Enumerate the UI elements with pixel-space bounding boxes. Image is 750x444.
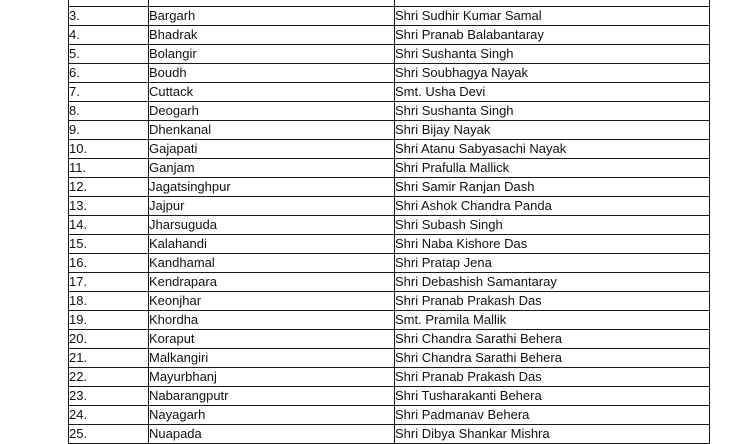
serial-number-cell: 22. <box>69 367 149 386</box>
district-cell: Bolangir <box>149 44 395 63</box>
serial-number-cell: 10. <box>69 139 149 158</box>
district-cell: Ganjam <box>149 158 395 177</box>
serial-number-cell: 14. <box>69 215 149 234</box>
name-cell: Shri Tusharakanti Behera <box>395 386 710 405</box>
name-cell: Shri Soubhagya Nayak <box>395 63 710 82</box>
name-cell: Shri Sushanta Singh <box>395 44 710 63</box>
table-row <box>69 139 710 158</box>
serial-number-cell: 7. <box>69 82 149 101</box>
table-row <box>69 196 710 215</box>
district-cell: Malkangiri <box>149 348 395 367</box>
district-cell: Khordha <box>149 310 395 329</box>
table-row <box>69 6 710 25</box>
serial-number-cell: 15. <box>69 234 149 253</box>
district-cell: Koraput <box>149 329 395 348</box>
district-cell: Gajapati <box>149 139 395 158</box>
name-cell: Shri Ashok Chandra Panda <box>395 196 710 215</box>
table-row <box>69 82 710 101</box>
serial-number-cell: 21. <box>69 348 149 367</box>
name-cell: Shri Naba Kishore Das <box>395 234 710 253</box>
district-cell: Nuapada <box>149 424 395 443</box>
name-cell: Shri Pranab Prakash Das <box>395 291 710 310</box>
name-cell: Shri Chandra Sarathi Behera <box>395 348 710 367</box>
serial-number-cell: 8. <box>69 101 149 120</box>
serial-number-cell: 23. <box>69 386 149 405</box>
name-cell: Shri Chandra Sarathi Behera <box>395 329 710 348</box>
name-cell: Shri Atanu Sabyasachi Nayak <box>395 139 710 158</box>
table-row <box>69 234 710 253</box>
district-cell: Dhenkanal <box>149 120 395 139</box>
serial-number-cell: 5. <box>69 44 149 63</box>
serial-number-cell: 17. <box>69 272 149 291</box>
name-cell: Smt. Usha Devi <box>395 82 710 101</box>
name-cell: Shri Bijay Nayak <box>395 120 710 139</box>
serial-number-cell: 9. <box>69 120 149 139</box>
district-cell: Kendrapara <box>149 272 395 291</box>
serial-number-cell: 19. <box>69 310 149 329</box>
district-cell: Bargarh <box>149 6 395 25</box>
name-cell: Shri Sushanta Singh <box>395 101 710 120</box>
district-cell: Boudh <box>149 63 395 82</box>
serial-number-cell: 3. <box>69 6 149 25</box>
name-cell: Shri Pranab Balabantaray <box>395 25 710 44</box>
district-cell: Nayagarh <box>149 405 395 424</box>
table-row <box>69 424 710 443</box>
table-row <box>69 405 710 424</box>
table-row <box>69 177 710 196</box>
serial-number-cell: 25. <box>69 424 149 443</box>
name-cell: Shri Pratap Jena <box>395 253 710 272</box>
district-cell: Keonjhar <box>149 291 395 310</box>
table-row <box>69 25 710 44</box>
name-cell: Shri Subash Singh <box>395 215 710 234</box>
table-row <box>69 329 710 348</box>
district-cell: Kandhamal <box>149 253 395 272</box>
table-row <box>69 101 710 120</box>
table-row <box>69 310 710 329</box>
district-cell: Kalahandi <box>149 234 395 253</box>
district-cell: Bhadrak <box>149 25 395 44</box>
serial-number-cell: 18. <box>69 291 149 310</box>
serial-number-cell: 4. <box>69 25 149 44</box>
table-row <box>69 291 710 310</box>
serial-number-cell: 16. <box>69 253 149 272</box>
district-cell: Mayurbhanj <box>149 367 395 386</box>
name-cell: Shri Sudhir Kumar Samal <box>395 6 710 25</box>
name-cell: Smt. Pramila Mallik <box>395 310 710 329</box>
serial-number-cell: 13. <box>69 196 149 215</box>
table-row <box>69 367 710 386</box>
name-cell: Shri Samir Ranjan Dash <box>395 177 710 196</box>
table-row <box>69 63 710 82</box>
name-cell: Shri Padmanav Behera <box>395 405 710 424</box>
serial-number-cell: 20. <box>69 329 149 348</box>
serial-number-cell: 24. <box>69 405 149 424</box>
table-row <box>69 386 710 405</box>
district-cell: Jagatsinghpur <box>149 177 395 196</box>
district-observer-table <box>68 0 710 444</box>
table-row <box>69 348 710 367</box>
name-cell: Shri Dibya Shankar Mishra <box>395 424 710 443</box>
table-body <box>69 0 710 443</box>
serial-number-cell: 6. <box>69 63 149 82</box>
serial-number-cell: 12. <box>69 177 149 196</box>
table-row <box>69 272 710 291</box>
district-cell: Jajpur <box>149 196 395 215</box>
table-row <box>69 215 710 234</box>
district-cell: Deogarh <box>149 101 395 120</box>
table-row <box>69 120 710 139</box>
table-row <box>69 158 710 177</box>
serial-number-cell: 11. <box>69 158 149 177</box>
name-cell: Shri Prafulla Mallick <box>395 158 710 177</box>
district-cell: Jharsuguda <box>149 215 395 234</box>
table-row <box>69 253 710 272</box>
name-cell: Shri Pranab Prakash Das <box>395 367 710 386</box>
district-cell: Cuttack <box>149 82 395 101</box>
table-row <box>69 44 710 63</box>
district-cell: Nabarangputr <box>149 386 395 405</box>
name-cell: Shri Debashish Samantaray <box>395 272 710 291</box>
